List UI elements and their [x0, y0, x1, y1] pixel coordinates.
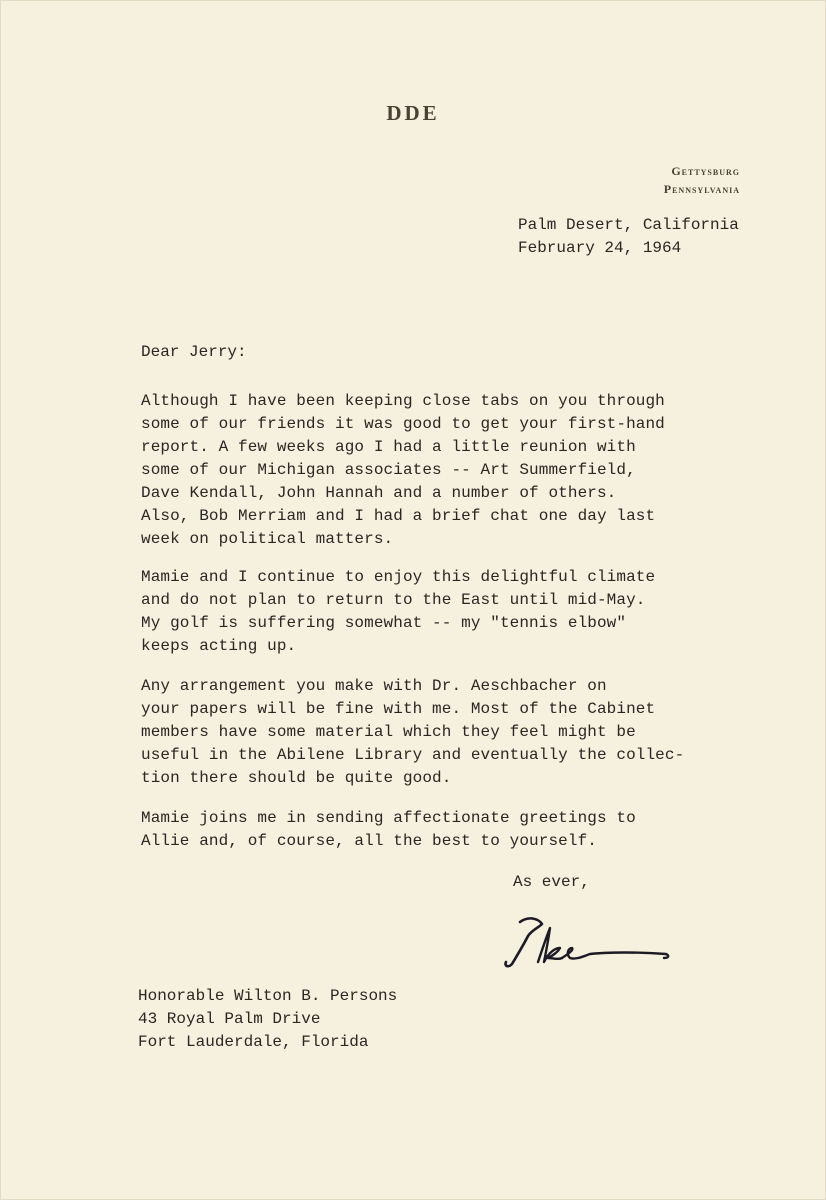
body-paragraph — [141, 566, 655, 658]
body-line: and do not plan to return to the East until mid-May. — [141, 591, 646, 609]
signature-stroke-i — [505, 918, 542, 966]
salutation: Dear Jerry: — [141, 343, 247, 361]
body-line: Mamie joins me in sending affectionate greetings to — [141, 809, 636, 827]
body-line: members have some material which they feel might be — [141, 723, 636, 741]
body-line: Allie and, of course, all the best to yourself. — [141, 832, 597, 850]
body-line: Although I have been keeping close tabs on you through — [141, 392, 665, 410]
body-paragraph — [141, 390, 665, 551]
signature-icon — [498, 908, 678, 978]
body-line: some of our Michigan associates -- Art Summerfield, — [141, 461, 636, 479]
recipient-address — [138, 985, 397, 1054]
signature-strokes — [505, 918, 668, 966]
address-line: 43 Royal Palm Drive — [138, 1010, 321, 1028]
body-paragraph — [141, 807, 636, 853]
address-line: Honorable Wilton B. Persons — [138, 987, 398, 1005]
body-line: some of our friends it was good to get your first-hand — [141, 415, 665, 433]
letterhead-city: Gettysburg — [671, 164, 740, 178]
letterhead-monogram: DDE — [386, 101, 440, 125]
body-line: Any arrangement you make with Dr. Aeschbacher on — [141, 677, 607, 695]
dateline — [518, 214, 739, 260]
address-line: Fort Lauderdale, Florida — [138, 1033, 369, 1051]
dateline-location: Palm Desert, California — [518, 216, 739, 234]
closing: As ever, — [513, 873, 590, 891]
body-line: useful in the Abilene Library and eventually the collec- — [141, 746, 685, 764]
body-line: week on political matters. — [141, 530, 394, 548]
signature-stroke-e — [562, 948, 668, 959]
letterhead-state: Pennsylvania — [663, 182, 740, 196]
signature — [498, 908, 678, 978]
body-line: Also, Bob Merriam and I had a brief chat one day last — [141, 507, 656, 525]
body-line: report. A few weeks ago I had a little reunion with — [141, 438, 636, 456]
body-paragraph — [141, 675, 684, 790]
body-line: Dave Kendall, John Hannah and a number of others. — [141, 484, 617, 502]
signature-stroke-k — [538, 928, 562, 962]
body-line: My golf is suffering somewhat -- my "tennis elbow" — [141, 614, 627, 632]
body-line: keeps acting up. — [141, 637, 297, 655]
body-line: tion there should be quite good. — [141, 769, 452, 787]
body-line: Mamie and I continue to enjoy this delightful climate — [141, 568, 656, 586]
dateline-date: February 24, 1964 — [518, 239, 682, 257]
letterhead-place — [560, 162, 740, 198]
body-line: your papers will be fine with me. Most of the Cabinet — [141, 700, 656, 718]
